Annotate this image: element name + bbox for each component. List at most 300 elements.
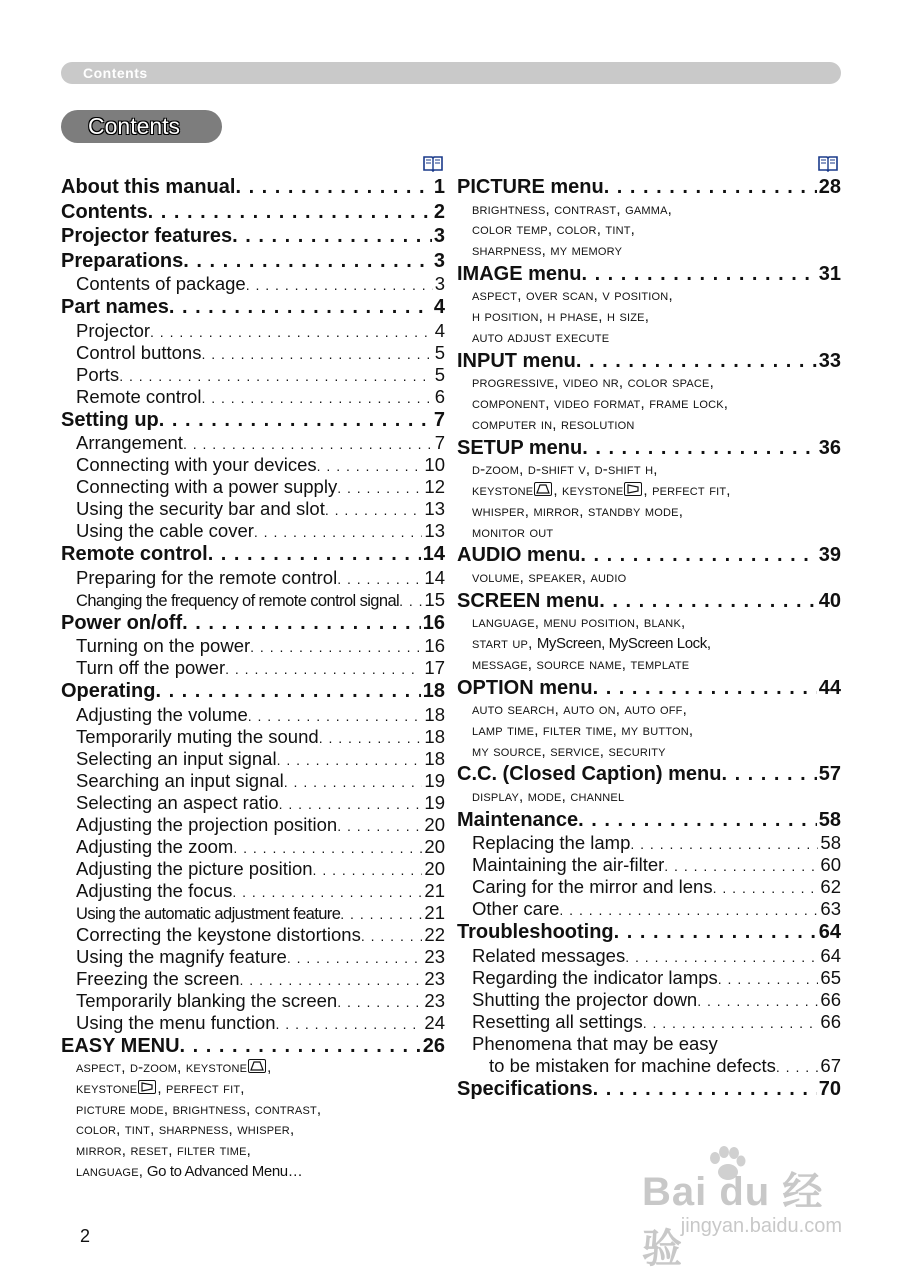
- dot-leader: [578, 808, 817, 833]
- toc-subsection: [61, 726, 445, 748]
- toc-subsection: [61, 342, 445, 364]
- toc-entry-label: Control buttons: [76, 341, 202, 363]
- toc-section: [457, 808, 841, 833]
- watermark-logo: Bai du 经验: [642, 1170, 824, 1271]
- toc-page-number: 40: [818, 589, 841, 612]
- toc-page-number: 21: [424, 901, 445, 923]
- toc-subsection: [61, 990, 445, 1012]
- menu-items-list: [61, 1120, 445, 1141]
- menu-items-text: MyScreen, MyScreen Lock,: [536, 634, 711, 652]
- toc-page-number: 4: [433, 296, 445, 318]
- toc-entry-label: Related messages: [472, 944, 626, 966]
- toc-subsection: [457, 1055, 841, 1077]
- menu-items-text: computer in, resolution: [472, 415, 635, 433]
- section-header-bar: [61, 62, 841, 84]
- toc-subsection: [61, 498, 445, 520]
- dot-leader: [287, 947, 423, 968]
- dot-leader: [718, 968, 819, 989]
- dot-leader: [721, 762, 816, 787]
- toc-page-number: 20: [424, 835, 445, 857]
- menu-items-list: [457, 328, 841, 349]
- toc-subsection: [61, 968, 445, 990]
- toc-entry-label: Remote control: [61, 543, 208, 565]
- toc-entry-label: Adjusting the volume: [76, 703, 248, 725]
- dot-leader: [159, 408, 432, 433]
- toc-subsection: [457, 1011, 841, 1033]
- toc-entry-label: Adjusting the picture position: [76, 857, 313, 879]
- toc-entry-label: Contents of package: [76, 273, 246, 294]
- dot-leader: [277, 749, 423, 770]
- toc-page-number: 14: [424, 566, 445, 588]
- toc-entry-label: OPTION menu: [457, 676, 593, 699]
- toc-page-number: 70: [818, 1077, 841, 1100]
- toc-page-number: 58: [820, 832, 841, 854]
- toc-page-number: 20: [424, 813, 445, 835]
- menu-items-list: [457, 568, 841, 589]
- menu-items-list: [61, 1100, 445, 1121]
- toc-section: [457, 175, 841, 200]
- menu-items-text: whisper, mirror, standby mode,: [472, 502, 684, 520]
- dot-leader: [317, 455, 423, 476]
- dot-leader: [119, 365, 433, 386]
- toc-subsection: [61, 589, 445, 611]
- toc-subsection: [61, 1012, 445, 1034]
- toc-subsection: [457, 989, 841, 1011]
- toc-section: [457, 589, 841, 614]
- menu-items-list: [457, 502, 841, 523]
- toc-section: [457, 262, 841, 287]
- toc-entry-label: Selecting an input signal: [76, 747, 277, 769]
- toc-page-number: 57: [818, 763, 841, 786]
- dot-leader: [183, 249, 432, 274]
- toc-entry-label: Maintenance: [457, 808, 579, 831]
- toc-section: [61, 1034, 445, 1059]
- toc-entry-label: Turning on the power: [76, 635, 251, 656]
- toc-subsection: [61, 657, 445, 679]
- toc-entry-label: Projector: [76, 319, 151, 341]
- watermark-url: jingyan.baidu.com: [680, 1215, 842, 1237]
- menu-items-text: , keystone: [553, 481, 624, 499]
- toc-page-number: 16: [422, 611, 445, 634]
- toc-entry-label: Contents: [61, 200, 148, 223]
- toc-section: [61, 200, 445, 225]
- toc-page-number: 58: [818, 808, 841, 831]
- menu-items-text: ,: [267, 1059, 272, 1076]
- dot-leader: [233, 837, 422, 858]
- toc-page-number: 23: [424, 989, 445, 1011]
- toc-entry-label: Temporarily muting the sound: [76, 725, 319, 747]
- toc-section: [61, 611, 445, 636]
- toc-section: [457, 762, 841, 787]
- menu-items-list: [457, 415, 841, 436]
- page-title: Contents: [88, 113, 181, 139]
- toc-section: [61, 249, 445, 274]
- menu-items-list: [457, 481, 841, 502]
- toc-entry-label: Troubleshooting: [457, 921, 614, 944]
- toc-subsection: Phenomena that may be easy: [472, 1032, 718, 1054]
- toc-page-number: 64: [820, 944, 841, 966]
- toc-entry-label: Maintaining the air-filter: [472, 854, 665, 876]
- toc-page-number: 4: [434, 319, 445, 341]
- toc-section: [61, 295, 445, 320]
- toc-subsection: [61, 273, 445, 295]
- toc-page-number: 18: [424, 703, 445, 725]
- page-title-pill: [61, 110, 222, 143]
- dot-leader: [776, 1056, 819, 1077]
- menu-items-list: [457, 721, 841, 742]
- toc-page-number: 10: [424, 454, 445, 475]
- dot-leader: [604, 175, 817, 200]
- toc-entry-label: About this manual: [61, 176, 236, 198]
- toc-entry-label: Preparations: [61, 249, 184, 272]
- dot-leader: [208, 542, 421, 567]
- toc-subsection: [61, 454, 445, 476]
- toc-page-number: 12: [424, 476, 445, 497]
- dot-leader: [169, 295, 432, 320]
- menu-items-text: start up,: [472, 634, 537, 652]
- dot-leader: [337, 991, 422, 1012]
- toc-section: [457, 543, 841, 568]
- menu-items-text: keystone: [472, 481, 534, 499]
- menu-items-list: [61, 1058, 445, 1079]
- menu-items-list: [457, 241, 841, 262]
- dot-leader: [630, 833, 818, 854]
- dot-leader: [180, 1034, 421, 1059]
- menu-items-text: component, video format, frame lock,: [472, 395, 729, 413]
- toc-page-number: 19: [424, 791, 445, 813]
- dot-leader: [248, 705, 423, 726]
- menu-items-text: mirror, reset, filter time,: [76, 1142, 252, 1160]
- dot-leader: [279, 793, 423, 814]
- toc-entry-label: EASY MENU: [61, 1034, 180, 1057]
- toc-entry-label: C.C. (Closed Caption) menu: [457, 763, 722, 786]
- keystone-vertical-icon: [534, 482, 552, 496]
- toc-entry-label: Correcting the keystone distortions: [76, 923, 361, 945]
- toc-section: [457, 436, 841, 461]
- dot-leader: [250, 636, 422, 657]
- toc-page-number: 3: [434, 273, 445, 294]
- toc-page-number: 28: [818, 176, 841, 198]
- menu-items-text: auto search, auto on, auto off,: [472, 701, 687, 719]
- toc-subsection: [61, 704, 445, 726]
- toc-page-number: 14: [422, 543, 445, 565]
- toc-subsection: [61, 946, 445, 968]
- toc-entry-label: IMAGE menu: [457, 262, 582, 285]
- toc-subsection: [61, 432, 445, 454]
- menu-items-list: [457, 307, 841, 328]
- toc-page-number: 7: [433, 408, 445, 431]
- toc-page-number: 65: [820, 966, 841, 988]
- menu-items-text: color, tint, sharpness, whisper,: [76, 1121, 295, 1139]
- menu-items-list: [457, 700, 841, 721]
- toc-subsection: [61, 858, 445, 880]
- toc-page-number: 16: [424, 635, 445, 656]
- menu-items-list: [61, 1141, 445, 1162]
- toc-entry-label: Temporarily blanking the screen: [76, 989, 338, 1011]
- dot-leader: [361, 925, 423, 946]
- toc-right-column: [457, 175, 841, 1101]
- menu-items-list: [457, 523, 841, 544]
- toc-section: [61, 408, 445, 433]
- dot-leader: [664, 855, 818, 876]
- toc-entry-label: Ports: [76, 363, 120, 385]
- menu-items-text: message, source name, template: [472, 655, 690, 673]
- keystone-horizontal-icon: [624, 482, 642, 496]
- toc-left-column: [61, 175, 445, 1183]
- dot-leader: [319, 727, 423, 748]
- toc-entry-label: Using the magnify feature: [76, 945, 287, 967]
- dot-leader: [399, 590, 422, 611]
- toc-entry-label: Connecting with your devices: [76, 454, 317, 475]
- toc-entry-label: Operating: [61, 680, 156, 702]
- toc-subsection: [457, 854, 841, 876]
- toc-page-number: 67: [820, 1054, 841, 1076]
- toc-page-number: 23: [424, 945, 445, 967]
- toc-subsection: [61, 770, 445, 792]
- dot-leader: [276, 1013, 423, 1034]
- toc-page-number: 26: [422, 1034, 445, 1057]
- dot-leader: [235, 175, 431, 200]
- dot-leader: [559, 899, 818, 920]
- toc-page-number: 20: [424, 857, 445, 879]
- menu-items-text: monitor out: [472, 523, 554, 541]
- toc-entry-label: Adjusting the projection position: [76, 813, 338, 835]
- toc-entry-label: Selecting an aspect ratio: [76, 791, 279, 813]
- dot-leader: [625, 946, 818, 967]
- toc-entry-label: Preparing for the remote control: [76, 566, 338, 588]
- toc-entry-label: Resetting all settings: [472, 1010, 643, 1032]
- toc-page-number: 18: [424, 725, 445, 747]
- menu-items-text: auto adjust execute: [472, 328, 610, 346]
- menu-items-list: [457, 394, 841, 415]
- toc-subsection: [61, 520, 445, 542]
- toc-subsection: [457, 898, 841, 920]
- toc-page-number: 18: [422, 680, 445, 702]
- toc-entry-label: Arrangement: [76, 432, 183, 453]
- toc-page-number: 66: [820, 1010, 841, 1032]
- menu-items-text: , perfect fit,: [643, 481, 731, 499]
- toc-entry-label: Remote control: [76, 385, 202, 407]
- dot-leader: [150, 321, 433, 342]
- toc-entry-label: Shutting the projector down: [472, 988, 698, 1010]
- dot-leader: [337, 477, 422, 498]
- toc-entry-label: Specifications: [457, 1077, 593, 1100]
- toc-entry-label: Replacing the lamp: [472, 832, 631, 854]
- toc-page-number: 3: [433, 249, 445, 272]
- dot-leader: [148, 200, 432, 225]
- toc-subsection: [61, 814, 445, 836]
- menu-items-list: [457, 634, 841, 655]
- toc-entry-label: Adjusting the zoom: [76, 835, 234, 857]
- menu-items-text: language, menu position, blank,: [472, 614, 686, 632]
- toc-page-number: 2: [433, 200, 445, 223]
- section-header-label: Contents: [83, 65, 148, 81]
- toc-section: [61, 542, 445, 567]
- toc-entry-label: SCREEN menu: [457, 589, 600, 612]
- toc-section: [61, 679, 445, 704]
- toc-subsection: [61, 792, 445, 814]
- toc-page-number: 17: [424, 657, 445, 678]
- menu-items-list: [457, 787, 841, 808]
- menu-items-list: [457, 742, 841, 763]
- dot-leader: [254, 521, 423, 542]
- toc-page-number: 15: [424, 588, 445, 610]
- toc-page-number: 23: [424, 967, 445, 989]
- menu-items-list: [457, 460, 841, 481]
- toc-subsection: [61, 836, 445, 858]
- menu-items-text: language,: [76, 1162, 144, 1180]
- toc-section: [61, 224, 445, 249]
- toc-page-number: 44: [818, 676, 841, 699]
- toc-entry-label: INPUT menu: [457, 349, 576, 372]
- dot-leader: [201, 343, 432, 364]
- dot-leader: [599, 589, 817, 614]
- dot-leader: [576, 349, 817, 374]
- keystone-vertical-icon: [248, 1059, 266, 1073]
- dot-leader: [643, 1012, 819, 1033]
- toc-page-number: 33: [818, 349, 841, 372]
- toc-entry-label: Part names: [61, 296, 169, 318]
- dot-leader: [337, 568, 422, 589]
- menu-items-list: [457, 200, 841, 221]
- menu-items-text: , perfect fit,: [157, 1079, 245, 1097]
- toc-page-number: 13: [424, 498, 445, 519]
- toc-page-number: 6: [434, 385, 445, 407]
- dot-leader: [340, 903, 422, 924]
- toc-subsection: [457, 945, 841, 967]
- menu-items-text: display, mode, channel: [472, 787, 625, 805]
- toc-page-number: 62: [820, 876, 841, 898]
- menu-items-list: [457, 220, 841, 241]
- toc-entry-label: Using the menu function: [76, 1011, 276, 1033]
- toc-subsection: [61, 364, 445, 386]
- toc-subsection: [61, 880, 445, 902]
- toc-section: [457, 920, 841, 945]
- toc-subsection: [457, 832, 841, 854]
- toc-page-number: 13: [424, 520, 445, 541]
- toc-page-number: 7: [434, 432, 445, 453]
- menu-items-text: picture mode, brightness, contrast,: [76, 1100, 322, 1118]
- toc-entry-label: Using the cable cover: [76, 520, 254, 541]
- toc-entry-label: Projector features: [61, 225, 233, 247]
- dot-leader: [183, 433, 433, 454]
- menu-items-text: progressive, video nr, color space,: [472, 374, 714, 392]
- toc-entry-label: Adjusting the focus: [76, 879, 233, 901]
- toc-page-number: 63: [820, 898, 841, 920]
- toc-section: [457, 676, 841, 701]
- menu-items-text: d-zoom, d-shift v, d-shift h,: [472, 461, 658, 479]
- menu-items-list: [457, 373, 841, 394]
- menu-items-text: sharpness, my memory: [472, 242, 623, 260]
- toc-section: [457, 349, 841, 374]
- page-number: 2: [80, 1226, 91, 1246]
- menu-items-text: my source, service, security: [472, 742, 666, 760]
- toc-page-number: 5: [434, 341, 445, 363]
- toc-subsection: [457, 876, 841, 898]
- toc-page-number: 31: [818, 262, 841, 285]
- toc-entry-label: Connecting with a power supply: [76, 476, 338, 497]
- toc-entry-label: Setting up: [61, 408, 159, 431]
- toc-page-number: 39: [818, 544, 841, 567]
- toc-entry-label: Other care: [472, 898, 560, 920]
- book-icon: [818, 154, 838, 172]
- menu-items-text: h position, h phase, h size,: [472, 308, 650, 326]
- toc-subsection: [61, 567, 445, 589]
- dot-leader: [581, 262, 816, 287]
- toc-page-number: 24: [424, 1011, 445, 1033]
- toc-page-number: 66: [820, 988, 841, 1010]
- toc-page-number: 22: [424, 923, 445, 945]
- menu-items-text: aspect, over scan, v position,: [472, 287, 673, 305]
- toc-entry-label: Using the security bar and slot: [76, 498, 325, 519]
- toc-subsection: [61, 902, 445, 924]
- toc-subsection: [61, 320, 445, 342]
- menu-items-text: lamp time, filter time, my button,: [472, 721, 694, 739]
- menu-items-list: [457, 655, 841, 676]
- toc-entry-label: Freezing the screen: [76, 967, 240, 989]
- toc-entry-label: Turn off the power: [76, 657, 226, 678]
- toc-page-number: 18: [424, 747, 445, 769]
- toc-entry-label: to be mistaken for machine defects: [489, 1054, 776, 1076]
- dot-leader: [240, 969, 423, 990]
- menu-items-text: color temp, color, tint,: [472, 221, 636, 239]
- dot-leader: [614, 920, 817, 945]
- toc-subsection: [61, 476, 445, 498]
- menu-items-list: [61, 1162, 445, 1183]
- toc-section: [457, 1077, 841, 1102]
- dot-leader: [582, 436, 817, 461]
- dot-leader: [284, 771, 423, 792]
- menu-items-text: keystone: [76, 1079, 138, 1097]
- dot-leader: [313, 859, 423, 880]
- dot-leader: [697, 990, 818, 1011]
- toc-page-number: 21: [424, 879, 445, 901]
- dot-leader: [225, 658, 422, 679]
- toc-page-number: 5: [434, 363, 445, 385]
- toc-entry-label: Using the automatic adjustment feature: [76, 904, 341, 923]
- toc-subsection: [61, 748, 445, 770]
- dot-leader: [201, 387, 432, 408]
- toc-entry-label: Changing the frequency of remote control signal: [76, 591, 400, 610]
- toc-entry-label: Caring for the mirror and lens: [472, 876, 713, 898]
- watermark: [642, 1160, 842, 1271]
- menu-items-text: volume, speaker, audio: [472, 568, 627, 586]
- toc-page-number: 36: [818, 436, 841, 459]
- toc-entry-label: SETUP menu: [457, 436, 583, 459]
- menu-items-text: Go to Advanced Menu…: [143, 1162, 303, 1180]
- toc-page-number: 1: [433, 176, 445, 198]
- dot-leader: [232, 224, 432, 249]
- toc-entry-label: AUDIO menu: [457, 544, 581, 567]
- toc-page-number: 19: [424, 769, 445, 791]
- toc-subsection: [61, 386, 445, 408]
- toc-subsection: [457, 967, 841, 989]
- toc-entry-label: Searching an input signal: [76, 769, 284, 791]
- dot-leader: [337, 815, 422, 836]
- toc-entry-label: PICTURE menu: [457, 176, 604, 198]
- toc-entry-label: Regarding the indicator lamps: [472, 966, 718, 988]
- menu-items-list: [61, 1079, 445, 1100]
- dot-leader: [593, 1077, 817, 1102]
- toc-page-number: 64: [818, 921, 841, 944]
- dot-leader: [232, 881, 422, 902]
- book-icon: [423, 154, 443, 172]
- menu-items-list: [457, 613, 841, 634]
- toc-page-number: 60: [820, 854, 841, 876]
- dot-leader: [246, 274, 433, 295]
- keystone-horizontal-icon: [138, 1080, 156, 1094]
- toc-page-number: 3: [433, 225, 445, 247]
